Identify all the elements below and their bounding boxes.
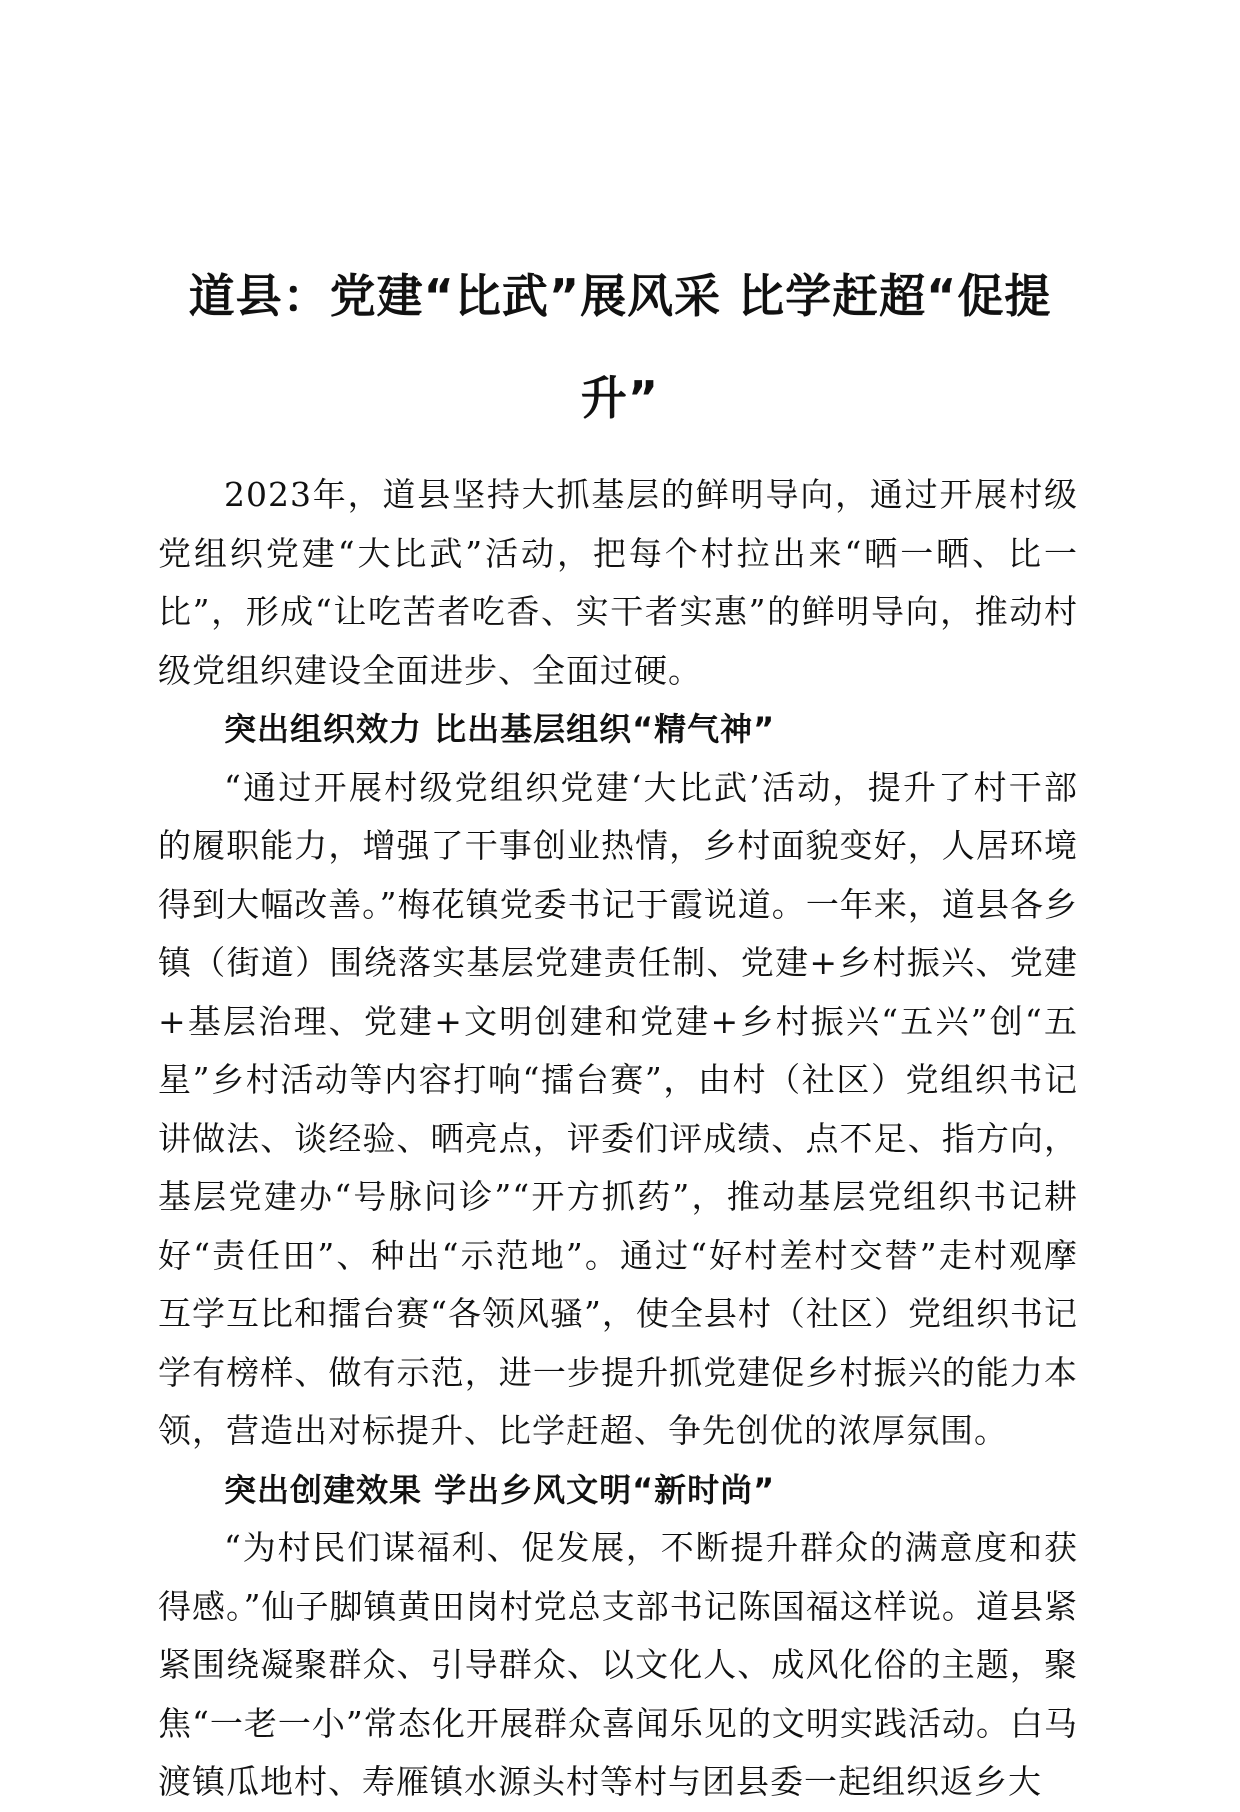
section-1-paragraph: “通过开展村级党组织党建‘大比武’活动，提升了村干部的履职能力，增强了干事创业热情，乡村面貌变好，人居环境得到大幅改善。”梅花镇党委书记于霞说道。一年来，道县各乡镇（街道）围绕落实基层党建责任制、党建+乡村振兴、党建+基层治理、党建+文明创建和党建+乡村振兴“五兴”创“五星”乡村活动等内容打响“擂台赛”，由村（社区）党组织书记讲做法、谈经验、晒亮点，评委们评成绩、点不足、指方向，基层党建办“号脉问诊”“开方抓药”，推动基层党组织书记耕好“责任田”、种出“示范地”。通过“好村差村交替”走村观摩互学互比和擂台赛“各领风骚”，使全县村（社区）党组织书记学有榜样、做有示范，进一步提升抓党建促乡村振兴的能力本领，营造出对标提升、比学赶超、争先创优的浓厚氛围。	[158, 767, 1078, 1450]
document-title: 道县：党建“比武”展风采 比学赶超“促提升”	[188, 269, 1052, 425]
section-2-paragraph: “为村民们谋福利、促发展，不断提升群众的满意度和获得感。”仙子脚镇黄田岗村党总支部书记陈国福这样说。道县紧紧围绕凝聚群众、引导群众、以文化人、成风化俗的主题，聚焦“一老一小”常态化开展群众喜闻乐见的文明实践活动。白马渡镇瓜地村、寿雁镇水源头村等村与团县委一起组织返乡大	[158, 1528, 1078, 1801]
intro-paragraph: 2023年，道县坚持大抓基层的鲜明导向，通过开展村级党组织党建“大比武”活动，把每个村拉出来“晒一晒、比一比”，形成“让吃苦者吃香、实干者实惠”的鲜明导向，推动村级党组织建设全面进步、全面过硬。	[158, 475, 1078, 690]
document-body	[158, 466, 1078, 1812]
section-1-heading: 突出组织效力 比出基层组织“精气神”	[224, 710, 776, 748]
section-2-heading: 突出创建效果 学出乡风文明“新时尚”	[224, 1470, 776, 1509]
